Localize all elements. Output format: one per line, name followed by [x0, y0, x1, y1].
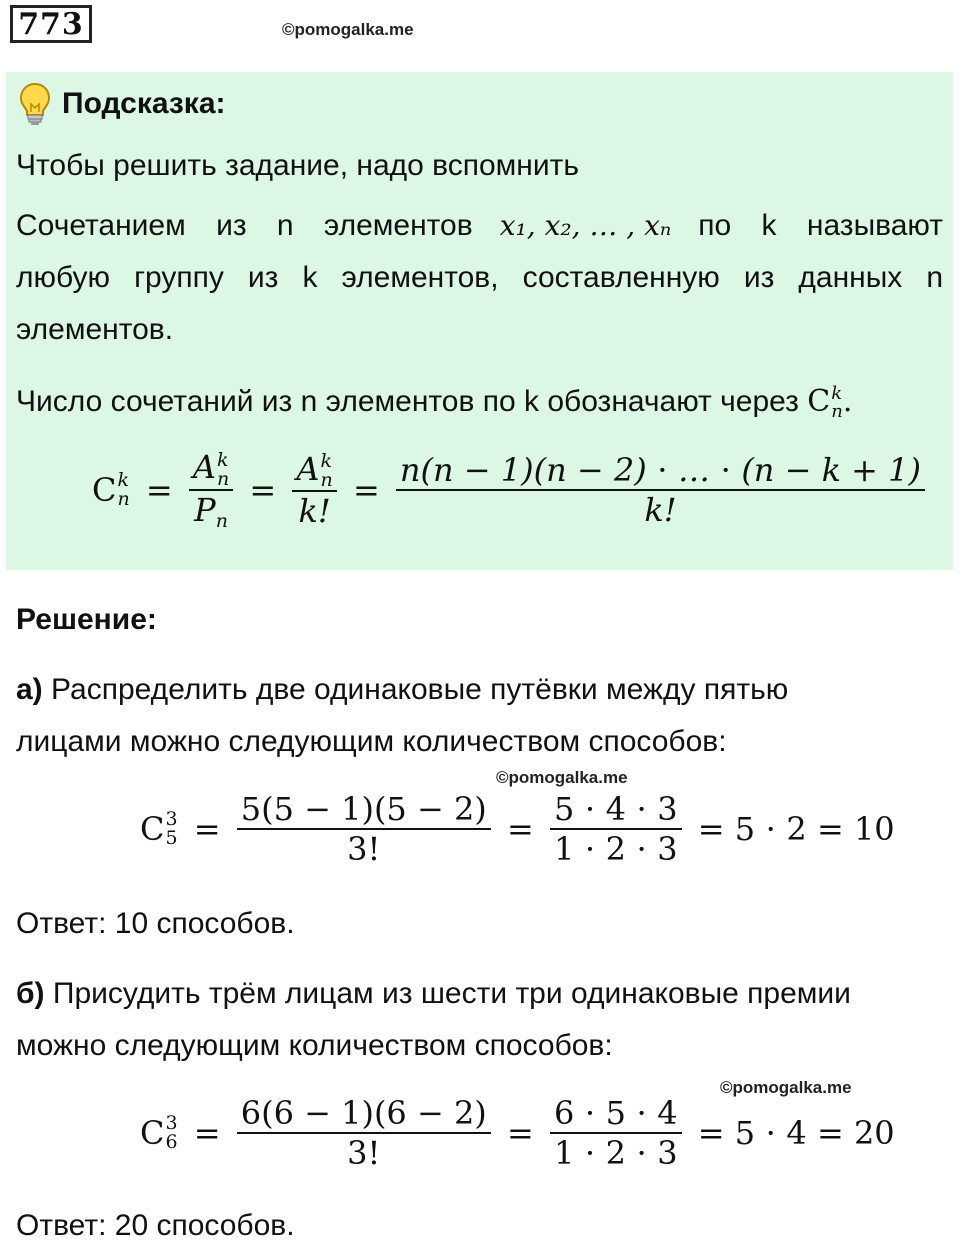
hint-intro: Чтобы решить задание, надо вспомнить — [16, 149, 579, 182]
part-b-label: б) — [16, 977, 45, 1010]
formula-frac-a-over-kfact: A k n k! — [292, 450, 336, 531]
task-number: 773 — [10, 5, 92, 43]
definition-vars: x₁, x₂, … , xₙ — [499, 209, 672, 242]
hint-definition — [16, 200, 943, 356]
part-b-answer: Ответ: 20 способов. — [16, 1209, 295, 1242]
part-a-text: а) Распределить две одинаковые путёвки между пятью лицами можно следующим количеством способов: — [16, 673, 789, 758]
part-a-formula: C 3 5 = $\frac{5(5 - 1)(5 - 2)}{3!}$ = $\frac{5 \cdot 4 \cdot 3}{1 \cdot 2 \cdot 3}$ = 5 ⋅ 2 = 10 — [140, 790, 895, 868]
definition-mid: по k называют — [698, 209, 943, 242]
part-a-label: а) — [16, 673, 43, 706]
notation-text: Число сочетаний из n элементов по k обозначают через — [16, 385, 799, 418]
notation-symbol: C k n . — [807, 383, 853, 422]
watermark: ©pomogalka.me — [496, 768, 628, 787]
definition-line3: элементов. — [16, 313, 174, 346]
watermark: ©pomogalka.me — [282, 20, 414, 39]
hint-notation — [16, 376, 852, 428]
definition-line2: любую группу из k элементов, составленную из данных n — [16, 261, 943, 294]
formula-frac-a-over-p: A k n Pn — [189, 448, 233, 532]
part-a-answer: Ответ: 10 способов. — [16, 907, 295, 940]
part-b-text: б) Присудить трём лицам из шести три одинаковые премии можно следующим количеством способов: — [16, 977, 851, 1062]
combination-formula: C k n = A k n Pn = A k n k! = $\frac{n(n - 1)(n - 2) \cdot \dots \cdot (n - k + 1)}{k!}$ — [92, 448, 925, 532]
part-b-formula: C 3 6 = $\frac{6(6 - 1)(6 - 2)}{3!}$ = $\frac{6 \cdot 5 \cdot 4}{1 \cdot 2 \cdot 3}$ = 5 ⋅ 4 = 20 — [140, 1094, 895, 1172]
lightbulb-icon — [18, 82, 58, 128]
formula-frac-product: $\frac{n(n - 1)(n - 2) \cdot \dots \cdot (n - k + 1)}{k!}$ — [396, 451, 925, 529]
hint-title: Подсказка: — [62, 87, 226, 120]
solution-title: Решение: — [16, 603, 157, 636]
definition-start: Сочетанием из n элементов — [16, 209, 473, 242]
watermark: ©pomogalka.me — [720, 1078, 852, 1097]
